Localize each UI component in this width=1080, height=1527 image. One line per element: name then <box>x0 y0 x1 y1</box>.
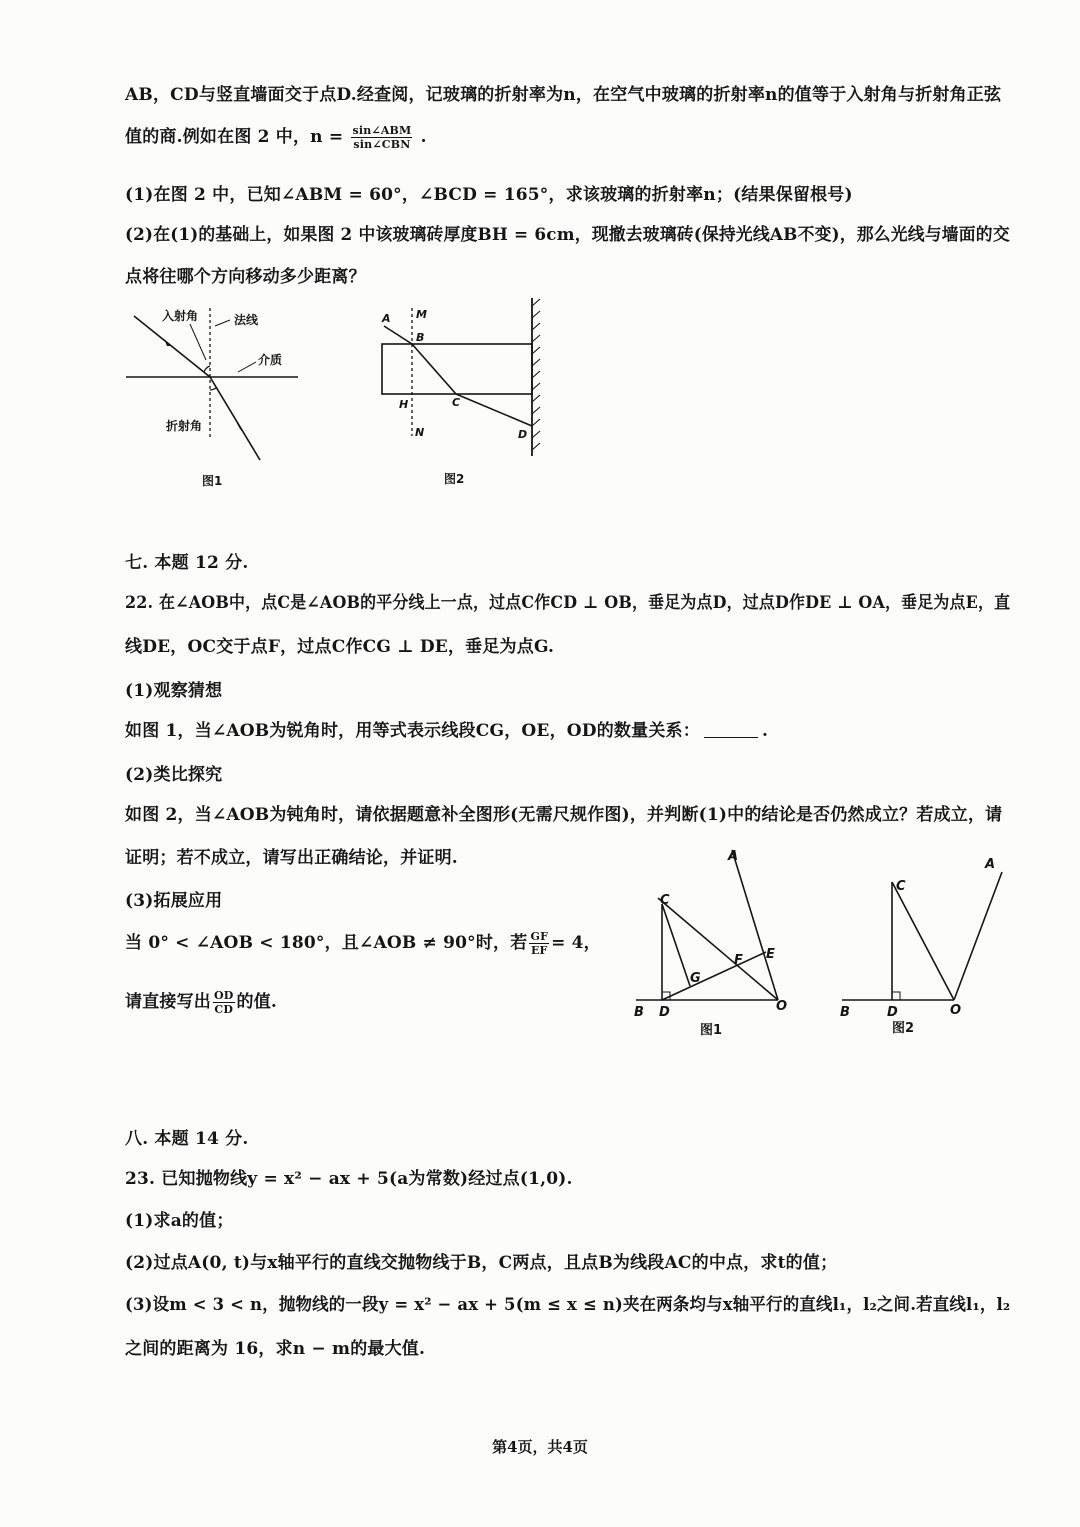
q23-part3-line1: (3)设m < 3 < n，抛物线的一段y = x² − ax + 5(m ≤ x ≤ n)夹在两条均与x轴平行的直线l₁，l₂之间.若直线l₁，l₂ <box>125 1295 1011 1315</box>
label-M: M <box>416 308 427 321</box>
ray-BC <box>412 344 456 394</box>
segment-CO <box>892 882 954 1000</box>
q23-part2: (2)过点A(0, t)与x轴平行的直线交抛物线于B，C两点，且点B为线段AC的中点，求t的值； <box>125 1253 838 1273</box>
q22-line1: 22. 在∠AOB中，点C是∠AOB的平分线上一点，过点C作CD ⊥ OB，垂足为点D，过点D作DE ⊥ OA，垂足为点E，直 <box>125 593 1011 613</box>
label-B: B <box>416 331 425 344</box>
label-C: C <box>896 879 906 894</box>
label-C: C <box>452 396 461 409</box>
answer-blank[interactable] <box>704 737 758 738</box>
frac-gf-ef <box>529 930 549 957</box>
label-D: D <box>887 1005 898 1020</box>
q22-part1-end: . <box>761 721 769 741</box>
fig2-caption: 图2 <box>892 1021 915 1036</box>
wall-hatching <box>532 299 540 450</box>
label-O: O <box>950 1003 962 1018</box>
q21-part1: (1)在图 2 中，已知∠ABM = 60°，∠BCD = 165°，求该玻璃的折射率n；(结果保留根号) <box>125 185 853 205</box>
label-N: N <box>415 426 425 439</box>
q21-frac-den: sin∠CBN <box>353 138 411 151</box>
label-C: C <box>660 893 670 908</box>
q21-part2-line1: (2)在(1)的基础上，如果图 2 中该玻璃砖厚度BH = 6cm，现撤去玻璃砖(保持光线AB不变)，那么光线与墙面的交 <box>125 225 1010 245</box>
section7-heading: 七. 本题 12 分. <box>125 553 249 573</box>
frac-cd: CD <box>214 1003 234 1016</box>
ray-CD <box>456 394 532 426</box>
q21-part2-line2: 点将往哪个方向移动多少距离？ <box>125 267 366 287</box>
segment-CG <box>662 904 690 986</box>
q22-part1-title: (1)观察猜想 <box>125 681 223 701</box>
label-O: O <box>776 999 788 1014</box>
label-incident-angle: 入射角 <box>162 309 199 323</box>
label-B: B <box>840 1005 850 1020</box>
label-normal: 法线 <box>234 313 259 327</box>
segment-OC <box>658 898 778 1000</box>
q22-part3-line2-post: 的值. <box>236 992 278 1012</box>
label-A: A <box>728 849 739 864</box>
q22-part2-title: (2)类比探究 <box>125 765 223 785</box>
q22-part3-line2-pre: 请直接写出 <box>125 992 211 1012</box>
q22-figure1 <box>628 840 798 1040</box>
q22-part2-line2: 证明；若不成立，请写出正确结论，并证明. <box>125 848 458 868</box>
section8-heading: 八. 本题 14 分. <box>125 1129 249 1149</box>
q21-figure1 <box>120 298 310 498</box>
label-F: F <box>734 953 743 968</box>
q22-line2: 线DE，OC交于点F，过点C作CG ⊥ DE，垂足为点G. <box>125 637 555 657</box>
refracted-arrow-icon <box>236 422 243 432</box>
ray-OA <box>732 850 778 1000</box>
q22-figure2 <box>834 850 1014 1040</box>
label-refract-angle: 折射角 <box>166 419 203 433</box>
ray-AB <box>384 326 412 344</box>
label-D: D <box>518 428 528 441</box>
label-A: A <box>382 312 391 325</box>
q22-part3-title: (3)拓展应用 <box>125 891 223 911</box>
q22-part3-line1 <box>125 928 601 957</box>
glass-brick <box>382 344 532 394</box>
q22-part2-line1: 如图 2，当∠AOB为钝角时，请依据题意补全图形(无需尺规作图)，并判断(1)中的结论是否仍然成立？若成立，请 <box>125 805 1003 825</box>
q23-line1: 23. 已知抛物线y = x² − ax + 5(a为常数)经过点(1,0). <box>125 1169 573 1189</box>
label-medium: 介质 <box>258 353 283 367</box>
label-E: E <box>766 947 775 962</box>
q22-part3-post: = 4， <box>551 933 601 953</box>
q23-part3-line2: 之间的距离为 16，求n − m的最大值. <box>125 1339 426 1359</box>
frac-ef: EF <box>530 944 548 957</box>
label-A: A <box>985 857 996 872</box>
fig1-caption: 图1 <box>202 474 223 488</box>
q23-part1: (1)求a的值； <box>125 1211 234 1231</box>
q21-line1: AB，CD与竖直墙面交于点D.经查阅，记玻璃的折射率为n，在空气中玻璃的折射率n的值等于入射角与折射角正弦 <box>125 85 1002 105</box>
q22-part1-question: 如图 1，当∠AOB为锐角时，用等式表示线段CG，OE，OD的数量关系： <box>125 721 700 741</box>
q21-line2 <box>125 122 427 151</box>
page-footer: 第4页，共4页 <box>492 1438 588 1456</box>
refracted-ray <box>210 377 260 460</box>
q21-line2-pre: 值的商.例如在图 2 中，n = <box>125 127 344 147</box>
frac-od-cd <box>213 989 235 1016</box>
label-B: B <box>634 1005 644 1020</box>
q22-part3-pre: 当 0° < ∠AOB < 180°，且∠AOB ≠ 90°时，若 <box>125 933 528 953</box>
q21-fraction <box>351 124 412 151</box>
fig2-caption: 图2 <box>444 472 465 486</box>
incident-ray <box>134 316 210 377</box>
ray-OA <box>954 872 1002 1000</box>
label-G: G <box>690 971 701 986</box>
frac-gf: GF <box>530 930 549 943</box>
q21-figure2 <box>372 296 552 496</box>
fig1-caption: 图1 <box>700 1023 723 1038</box>
q21-frac-num: sin∠ABM <box>352 124 412 137</box>
label-D: D <box>659 1005 670 1020</box>
q21-line2-post: . <box>420 127 427 147</box>
q22-part3-line2 <box>125 987 277 1016</box>
q22-part1-text <box>125 716 768 741</box>
label-H: H <box>399 398 409 411</box>
frac-od: OD <box>214 989 234 1002</box>
